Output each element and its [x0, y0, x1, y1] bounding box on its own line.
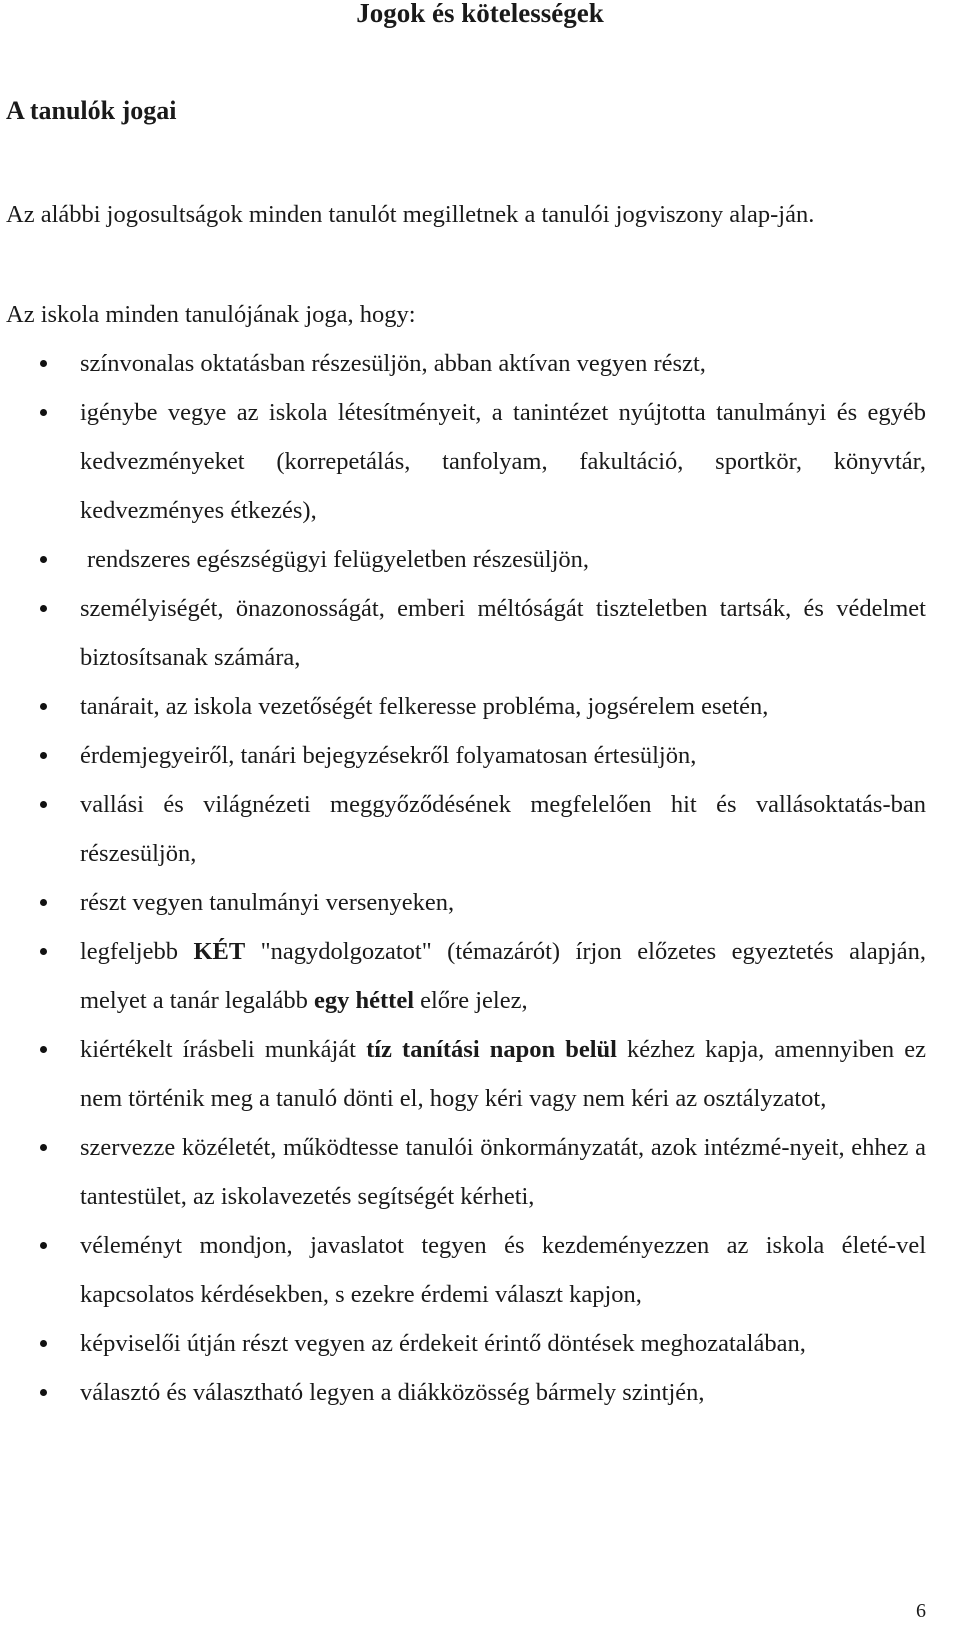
emphasis-text: egy héttel	[314, 987, 414, 1014]
bullet-icon	[40, 801, 47, 808]
list-item-text: véleményt mondjon, javaslatot tegyen és kezdeményezzen az iskola életé-vel kapcsolatos kérdésekben, s ezekre érdemi választ kapjon,	[80, 1232, 926, 1308]
list-item-text: érdemjegyeiről, tanári bejegyzésekről folyamatosan értesüljön,	[80, 742, 697, 769]
list-item	[0, 878, 960, 927]
bullet-icon	[40, 1340, 47, 1347]
list-item-text: szervezze közéletét, működtesse tanulói önkormányzatát, azok intézmé-nyeit, ehhez a tantestület, az iskolavezetés segítségét kérheti,	[80, 1134, 926, 1210]
emphasis-text: KÉT	[193, 938, 246, 965]
bullet-icon	[40, 1389, 47, 1396]
bullet-icon	[40, 752, 47, 759]
list-item	[0, 1319, 960, 1368]
list-item	[0, 682, 960, 731]
list-item	[0, 584, 960, 682]
list-item-text: kiértékelt írásbeli munkáját tíz tanítási napon belül kézhez kapja, amennyiben ez nem történik meg a tanuló dönti el, hogy kéri vagy nem kéri az osztályzatot,	[80, 1036, 926, 1112]
list-item-text: igénybe vegye az iskola létesítményeit, a tanintézet nyújtotta tanulmányi és egyéb kedvezményeket (korrepetálás, tanfolyam, fakultáció, sportkör, könyvtár, kedvezményes étkezés),	[80, 399, 926, 524]
bullet-icon	[40, 409, 47, 416]
list-item	[0, 1025, 960, 1123]
list-item	[0, 1368, 960, 1417]
page-title: Jogok és kötelességek	[356, 0, 604, 28]
list-item	[0, 731, 960, 780]
list-item-text: színvonalas oktatásban részesüljön, abban aktívan vegyen részt,	[80, 350, 706, 377]
bullet-icon	[40, 1144, 47, 1151]
rights-list	[0, 339, 960, 1417]
list-item	[0, 1123, 960, 1221]
list-item	[0, 1221, 960, 1319]
bullet-icon	[40, 948, 47, 955]
list-item-text: rendszeres egészségügyi felügyeletben részesüljön,	[87, 546, 590, 573]
bullet-icon	[40, 899, 47, 906]
list-item-text: választó és választható legyen a diákközösség bármely szintjén,	[80, 1379, 705, 1406]
bullet-icon	[40, 1242, 47, 1249]
list-item-text: legfeljebb KÉT "nagydolgozatot" (témazárót) írjon előzetes egyeztetés alapján, melyet a tanár legalább egy héttel előre jelez,	[80, 938, 927, 1014]
list-item	[0, 388, 960, 535]
list-item	[0, 927, 960, 1025]
emphasis-text: tíz tanítási napon belül	[366, 1036, 617, 1063]
bullet-icon	[40, 1046, 47, 1053]
list-item-text: vallási és világnézeti meggyőződésének megfelelően hit és vallásoktatás-ban részesüljön,	[80, 791, 926, 867]
list-item-text: tanárait, az iskola vezetőségét felkeresse probléma, jogsérelem esetén,	[80, 693, 769, 720]
list-item	[0, 535, 960, 584]
intro-paragraph: Az alábbi jogosultságok minden tanulót megilletnek a tanulói jogviszony alap-ján.	[6, 201, 815, 228]
bullet-icon	[40, 556, 47, 563]
list-item-text: képviselői útján részt vegyen az érdekeit érintő döntések meghozatalában,	[80, 1330, 806, 1357]
bullet-icon	[40, 605, 47, 612]
section-title: A tanulók jogai	[6, 96, 177, 125]
list-item-text: személyiségét, önazonosságát, emberi méltóságát tiszteletben tartsák, és védelmet biztosítsanak számára,	[80, 595, 926, 671]
bullet-icon	[40, 703, 47, 710]
list-item-text: részt vegyen tanulmányi versenyeken,	[80, 889, 455, 916]
page-number: 6	[916, 1600, 926, 1622]
bullet-icon	[40, 360, 47, 367]
list-item	[0, 780, 960, 878]
lead-paragraph: Az iskola minden tanulójának joga, hogy:	[6, 301, 416, 328]
list-item	[0, 339, 960, 388]
